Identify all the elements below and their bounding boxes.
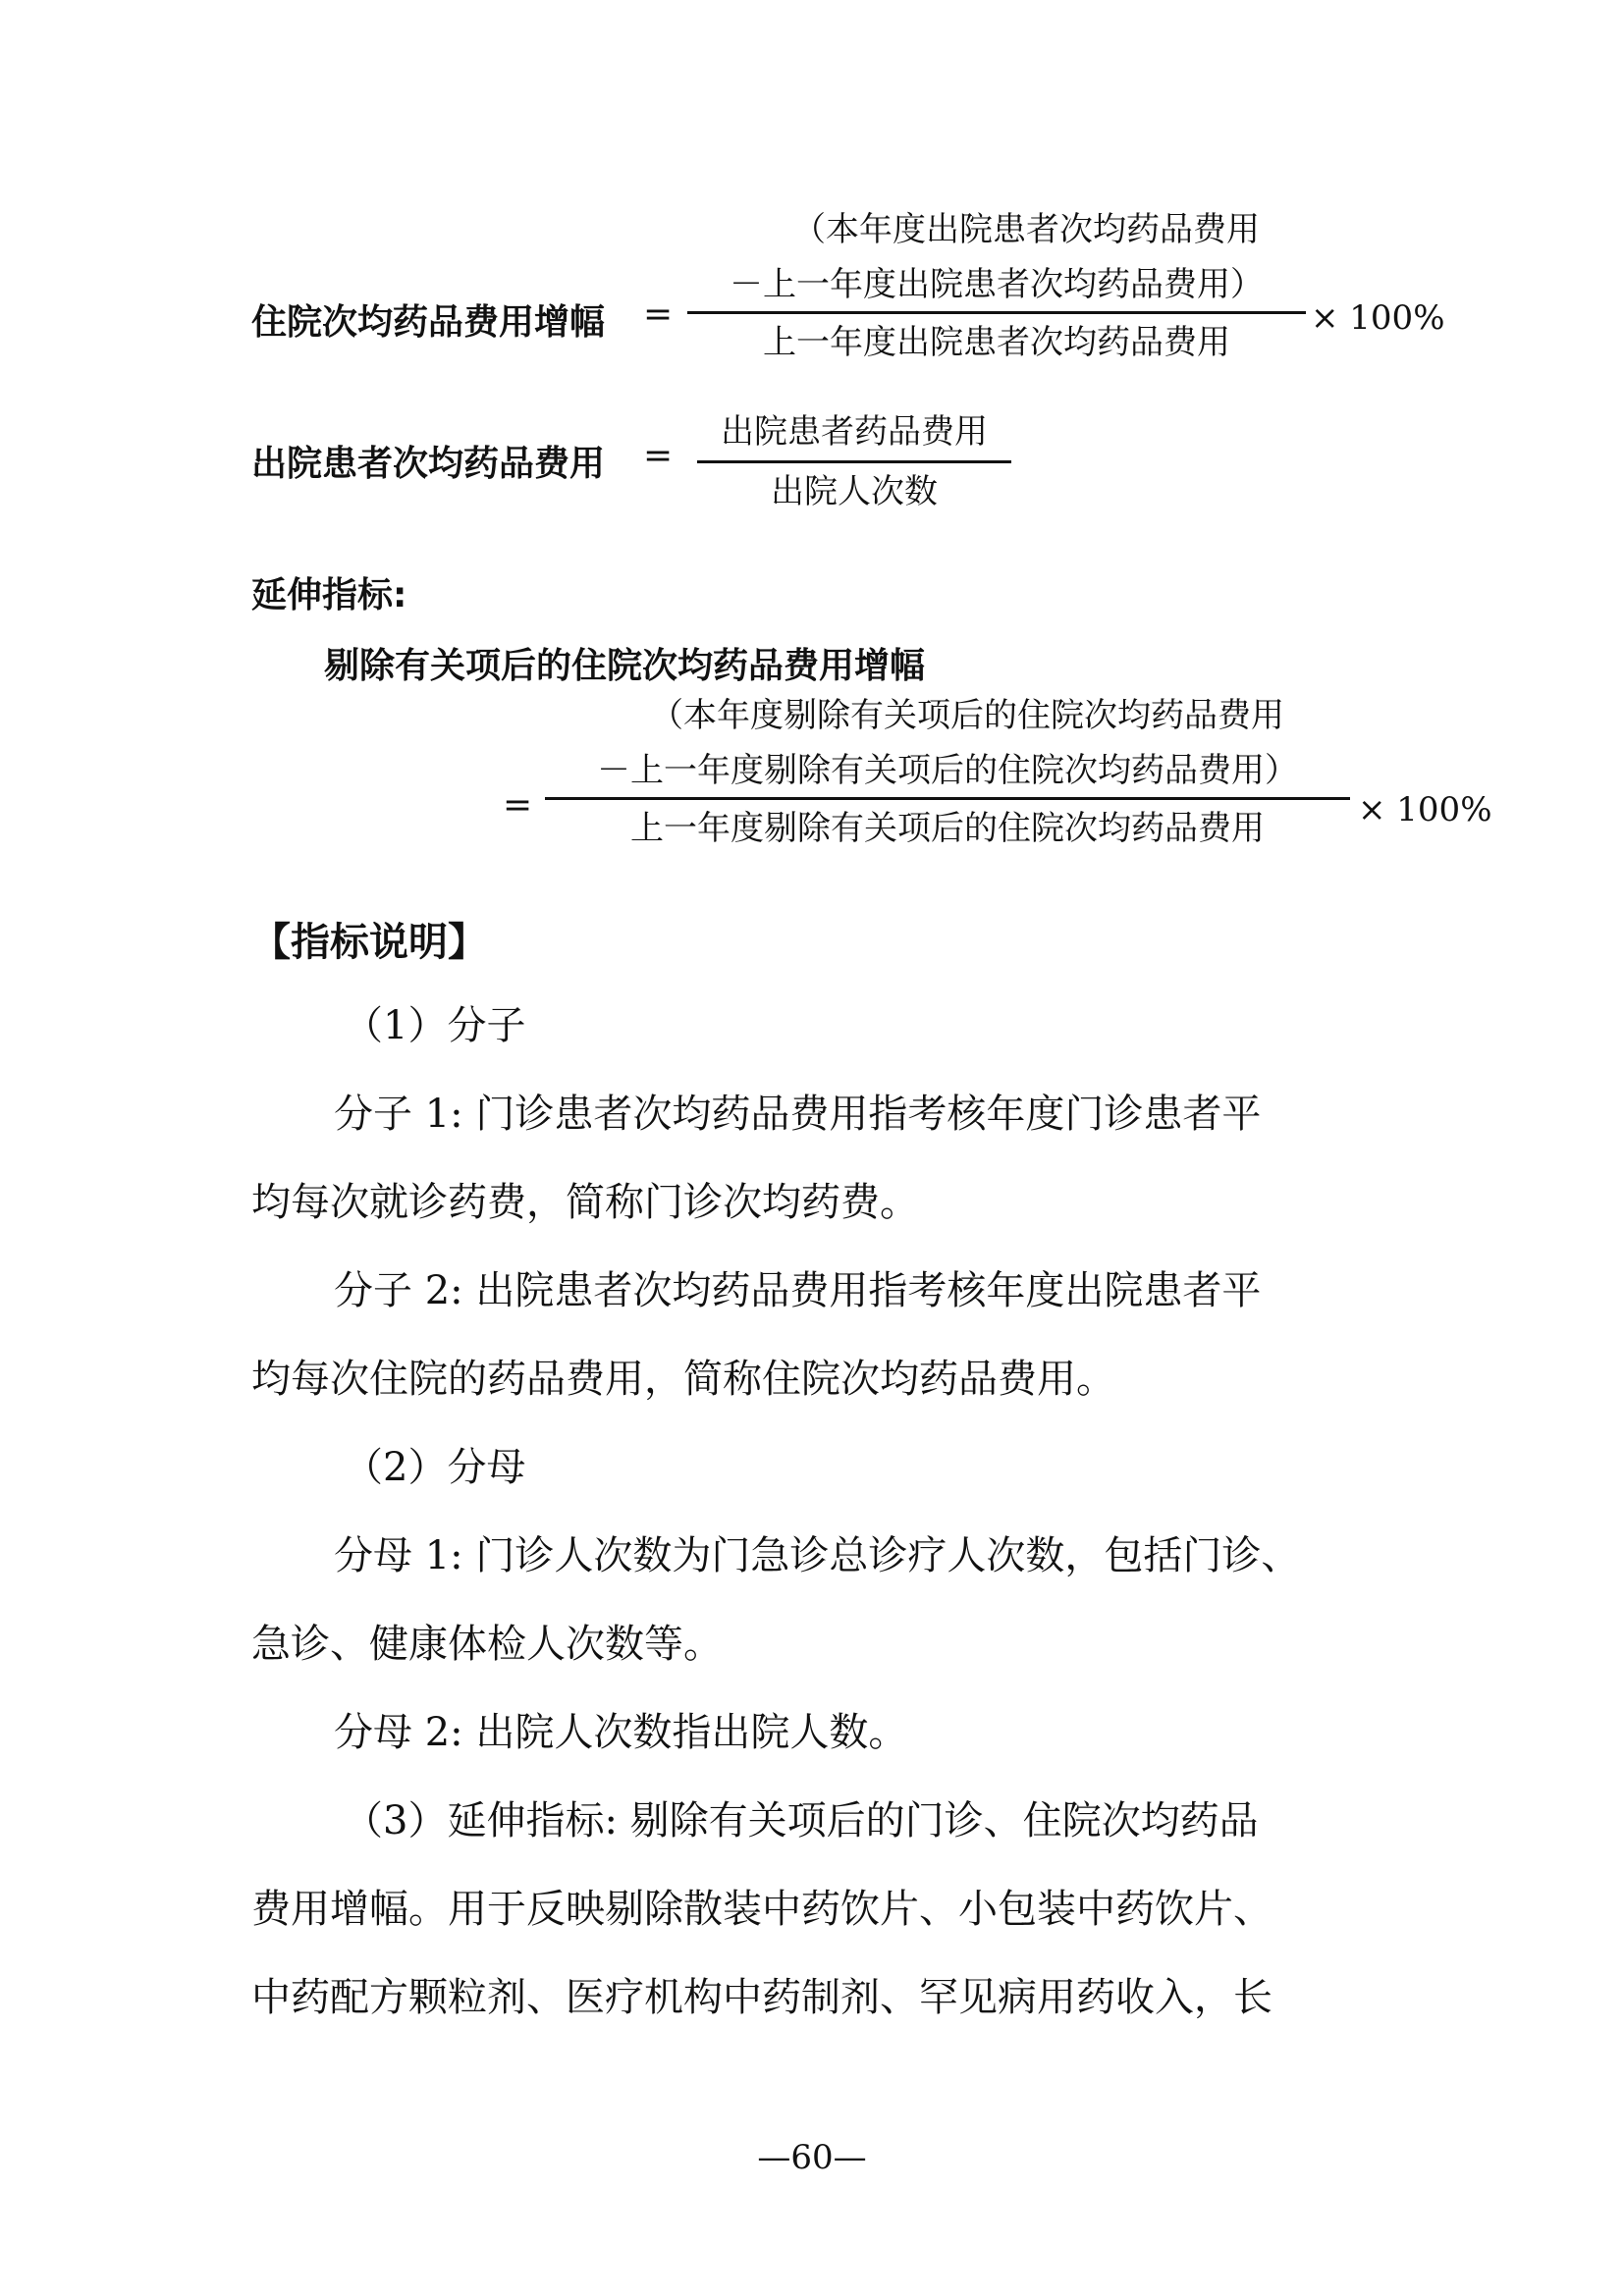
explanation-line-10: （3）延伸指标: 剔除有关项后的门诊、住院次均药品 [344,1798,1259,1843]
explanation-line-12: 中药配方颗粒剂、医疗机构中药制剂、罕见病用药收入，长 [251,1975,1272,2020]
formula1-numerator-line1: （本年度出院患者次均药品费用 [792,210,1260,249]
page-number: —60— [757,2138,867,2177]
formula2-equals: = [643,436,674,476]
explanation-line-3: 均每次就诊药费，简称门诊次均药费。 [251,1180,919,1225]
explanation-line-4: 分子 2: 出院患者次均药品费用指考核年度出院患者平 [334,1268,1262,1313]
extension-formula-title: 剔除有关项后的住院次均药品费用增幅 [324,646,926,686]
extension-numerator-line2: －上一年度剔除有关项后的住院次均药品费用） [597,751,1298,790]
explanation-line-5: 均每次住院的药品费用，简称住院次均药品费用。 [251,1357,1115,1402]
extension-equals: = [503,785,533,826]
extension-numerator-line1: （本年度剔除有关项后的住院次均药品费用 [650,696,1284,735]
formula2-denominator: 出院人次数 [771,472,938,511]
extension-fraction [545,687,1350,857]
extension-denominator: 上一年度剔除有关项后的住院次均药品费用 [630,809,1265,848]
formula1-label: 住院次均药品费用增幅 [251,302,606,343]
explanation-line-7: 分母 1: 门诊人次数为门急诊总诊疗人次数，包括门诊、 [334,1533,1301,1578]
formula1-equals: = [643,294,674,335]
explanation-line-2: 分子 1: 门诊患者次均药品费用指考核年度门诊患者平 [334,1092,1262,1137]
formula2-label: 出院患者次均药品费用 [251,444,606,484]
formula2-fraction [697,403,1011,520]
formula2-numerator: 出院患者药品费用 [721,412,988,452]
formula1-numerator-line2: －上一年度出院患者次均药品费用） [730,265,1264,304]
formula1-denominator: 上一年度出院患者次均药品费用 [763,323,1230,362]
formula1-fraction [687,201,1306,371]
explanation-line-9: 分母 2: 出院人次数指出院人数。 [334,1710,908,1755]
explanation-line-6: （2）分母 [344,1445,526,1490]
explanation-line-11: 费用增幅。用于反映剔除散装中药饮片、小包装中药饮片、 [251,1887,1272,1932]
explanation-heading: 【指标说明】 [251,920,487,965]
explanation-line-8: 急诊、健康体检人次数等。 [251,1622,723,1667]
formula1-multiplier: × 100% [1311,298,1445,338]
explanation-line-1: （1）分子 [344,1003,526,1048]
extension-heading: 延伸指标: [251,575,407,615]
extension-multiplier: × 100% [1358,790,1492,829]
